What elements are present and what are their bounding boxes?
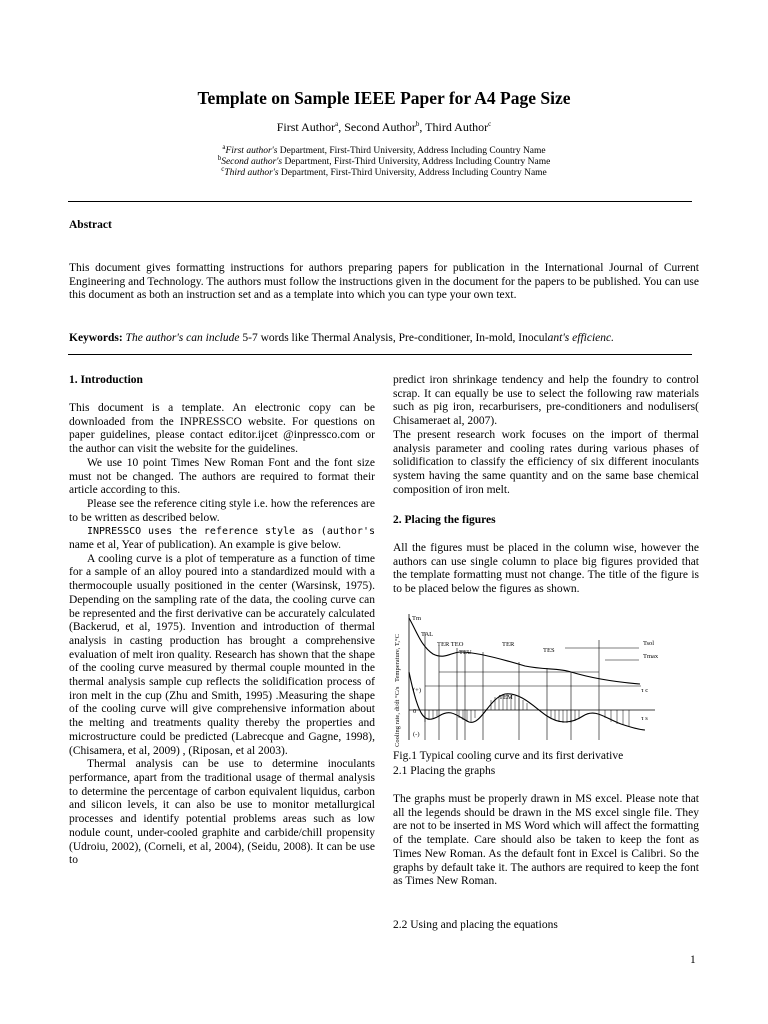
affiliation-who: Third author's: [224, 168, 279, 178]
author-first: First Author: [276, 120, 336, 134]
author-third-sup: c: [488, 120, 492, 128]
figure-label-tsol: Tsol: [643, 640, 655, 647]
affiliation-third: [0, 164, 768, 178]
author-second-sup: b: [415, 120, 420, 128]
col2-p4: The graphs must be properly drawn in MS excel. Please note that all the legends should be drawn in the MS excel single file. They are not to be inserted in MS Word which will affect the formatting of the template. Care should also be taken to keep the font as Times New Roman. As the default font in Excel is Calibri. So the graphs by default take it. The authors are required to keep the font as Times New Roman.: [393, 793, 699, 888]
keywords-part1: The author's can include: [122, 332, 243, 344]
intro-p1: This document is a template. An electronic copy can be downloaded from the INPRESSCO website. For questions on paper guidelines, please contact editor.ijcet @inpressco.com or the author can visit the website for the guidelines.: [69, 402, 375, 456]
cooling-curve-figure: [395, 612, 700, 752]
figure-ylabel-bottom: Cooling rate, dt/dt °C/s: [394, 686, 401, 747]
intro-p5: A cooling curve is a plot of temperature as a function of time for a sample of an alloy poured into a standardized mould with a thermocouple usually positioned in the center (Warsinsk, 1975). Depending on the sampling rate of the data, the cooling curve can be represented and the first derivative can be accurately calculated (Backerud, et al, 1975). Invention and introduction of thermal analysis in casting production has brought a comprehensive evaluation of melt iron quality. Research has shown that the shape of the cooling curve measured by thermal couple mounted in the thermal analysis sample cup reflects the solidification process of iron melt in the cup (Zhu and Smith, 1995) .Measuring the shape of the cooling curve will give comprehensive information about the melting and treatments quality thereby the properties and microstructure could be predicted (Labrecque and Gagne, 1998), (Chisamera, et al, 2009) , (Riposan, et al 2003).: [69, 552, 375, 757]
author-sep: ,: [419, 120, 426, 134]
intro-p4-mono: INPRESSCO uses the reference style as (author's: [87, 526, 375, 538]
page-number: 1: [690, 954, 696, 966]
intro-heading: 1. Introduction: [69, 374, 143, 386]
figure-label-teu: TEU: [459, 649, 472, 656]
section-2-2: 2.2 Using and placing the equations: [393, 919, 558, 931]
placing-figures-heading: 2. Placing the figures: [393, 514, 496, 526]
author-second: Second Author: [344, 120, 416, 134]
keywords-part2: 5-7 words like Thermal Analysis, Pre-conditioner, In-mold, Inocul: [242, 332, 548, 344]
figure-label-tes: TES: [543, 647, 555, 654]
col2-top: [393, 374, 699, 497]
abstract-heading: Abstract: [69, 219, 112, 231]
affiliation-sup: b: [217, 153, 222, 162]
keywords-label: Keywords:: [69, 332, 123, 344]
figure-label-ter: TER: [502, 641, 515, 648]
figure-label-tal: TAL: [421, 631, 434, 638]
keywords-part3: ant's efficienc.: [547, 332, 614, 344]
col2-p2: The present research work focuses on the import of thermal analysis parameter and cooling rates during various phases of solidification to classify the efficiency of six different inoculants system having the same quantity and on the same base chemical composition of iron melt.: [393, 428, 699, 496]
figure-label-tm: Tm: [412, 615, 422, 622]
affiliation-text: Department, First-Third University, Address Including Country Name: [282, 157, 551, 167]
affiliation-sup: a: [222, 142, 226, 151]
affiliation-who: First author's: [225, 146, 278, 156]
paper-title: Template on Sample IEEE Paper for A4 Page Size: [197, 88, 571, 108]
figure-label-minus: (-): [413, 731, 420, 738]
intro-p6: Thermal analysis can be use to determine inoculants performance, apart from the traditional usage of thermal analysis to determine the percentage of carbon equivalent liquidus, carbon and silicon levels, it can also be use to monitor metallurgical processes and identify potential problems areas such as low nodule count, under-cooled graphite and carbide/chill propensity (Udroiu, 2002), (Corneli, et al, 2004), (Seidu, 2008). It can be use to: [69, 758, 375, 867]
author-first-sup: a: [335, 120, 339, 128]
affiliation-who: Second author's: [221, 157, 283, 167]
figure-label-tau-c: τ c: [641, 687, 649, 694]
intro-p4: [69, 525, 375, 552]
section-2-1: 2.1 Placing the graphs: [393, 765, 496, 777]
rule-keywords: [68, 354, 692, 355]
figure-caption: Fig.1 Typical cooling curve and its first derivative: [393, 750, 624, 762]
affiliation-second: [0, 153, 768, 167]
keywords: [69, 332, 699, 346]
col2-p3: All the figures must be placed in the column wise, however the authors can use single column to place big figures provided that the template formatting must not change. The title of the figure is to be placed below the figures as shown.: [393, 542, 699, 596]
rule-top: [68, 201, 692, 202]
intro-p2: We use 10 point Times New Roman Font and the font size must not be changed. The authors are required to format their article according to this.: [69, 456, 375, 497]
abstract-text: This document gives formatting instructions for authors preparing papers for publication in the International Journal of Current Engineering and Technology. The authors must follow the instructions given in the document for the papers to be published. You can use this document as both an instruction set and as a template into which you can type your own text.: [69, 262, 699, 302]
intro-body: [69, 402, 375, 868]
affiliation-first: [0, 142, 768, 156]
figure-ylabel-top: Temperature, T,°C: [394, 634, 401, 682]
affiliation-sup: c: [221, 164, 225, 173]
author-sep: ,: [338, 120, 345, 134]
col2-p1: predict iron shrinkage tendency and help the foundry to control scrap. It can equally be use to select the following raw materials such as pig iron, recarburisers, pre-conditioners and nodulisers( Chisameraet al, 2007).: [393, 374, 699, 428]
affiliation-text: Department, First-Third University, Address Including Country Name: [278, 168, 547, 178]
figure-label-plus: (+): [413, 687, 421, 694]
cooling-curve-line: [409, 618, 640, 684]
figure-label-tmax: Tmax: [643, 653, 659, 660]
author-third: Third Author: [425, 120, 489, 134]
figure-label-tem: TEM: [499, 694, 513, 701]
intro-p3: Please see the reference citing style i.e. how the references are to be written as described below.: [69, 497, 375, 524]
figure-label-tau-s: τ s: [641, 715, 648, 722]
figure-label-ter-teo: TER TEO: [437, 641, 464, 648]
figure-label-zero: 0: [413, 708, 417, 715]
derivative-hatching: [425, 694, 629, 727]
intro-p4-rest: name et al, Year of publication). An example is give below.: [69, 539, 341, 552]
affiliation-text: Department, First-Third University, Address Including Country Name: [277, 146, 546, 156]
author-line: [0, 120, 768, 135]
